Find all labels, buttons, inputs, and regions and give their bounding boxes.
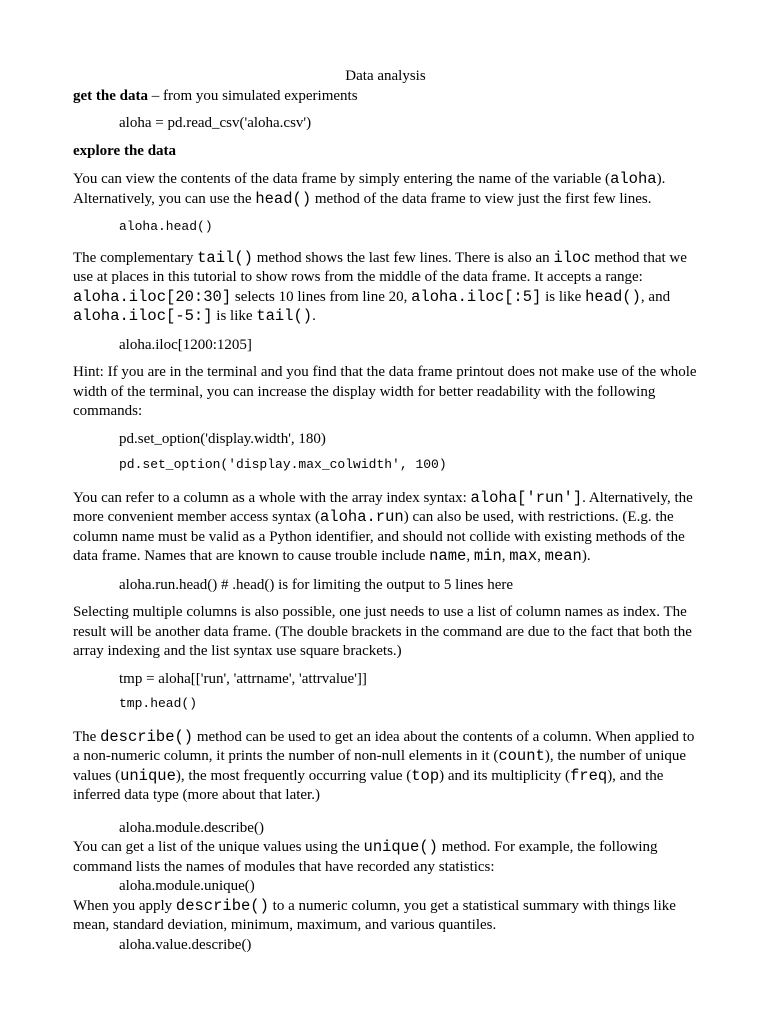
paragraph-multiple-columns: Selecting multiple columns is also possible, one just needs to use a list of column names as index. The result will be another data frame. (The double brackets in the command are due to the fact that both the array indexing and the list syntax use square brackets.) [73, 604, 692, 659]
text-run: , [466, 548, 474, 564]
paragraph-view-contents [73, 170, 698, 209]
inline-code: count [498, 747, 545, 765]
text-run: is like [541, 288, 586, 305]
text-run: You can view the contents of the data frame by simply entering the name of the variable ( [73, 171, 611, 187]
inline-code: aloha.iloc[20:30] [73, 287, 232, 306]
code-module-unique: aloha.module.unique() [119, 878, 255, 894]
inline-code: head() [585, 287, 641, 306]
text-run: method. For example, the following command lists the names of modules that have recorded any statistics: [73, 839, 658, 875]
section-get-data [73, 87, 698, 107]
inline-code: mean [544, 547, 582, 565]
inline-code: describe() [100, 727, 194, 746]
text-run: ), and the inferred data type (more about that later.) [73, 767, 664, 803]
inline-code: max [509, 547, 538, 565]
page-title: Data analysis [345, 68, 426, 84]
code-value-describe: aloha.value.describe() [119, 936, 252, 953]
text-run: , [501, 548, 510, 564]
text-run: ), the most frequently occurring value ( [175, 767, 412, 784]
paragraph-unique [73, 838, 698, 877]
text-run: . [312, 308, 316, 324]
text-run: ). [581, 548, 591, 564]
paragraph-hint: Hint: If you are in the terminal and you find that the data frame printout does not make use of the whole width of the terminal, you can increase the display width for better readability with the following commands: [73, 364, 697, 419]
inline-code: aloha.run [320, 508, 404, 526]
code-tmp: tmp = aloha[['run', 'attrname', 'attrvalue']] [119, 670, 367, 687]
text-run: You can refer to a column as a whole with the array index syntax: [73, 489, 471, 506]
inline-code: top [411, 766, 440, 785]
inline-code: min [473, 547, 502, 565]
text-run: method can be used to get an idea about the contents of a column. When applied to a non-numeric column, it prints the number of non-null elements in it ( [73, 728, 695, 764]
text-run: ). Alternatively, you can use the [73, 171, 666, 207]
inline-code: tail() [197, 248, 253, 267]
paragraph-describe [73, 728, 698, 806]
code-tmp-head: tmp.head() [119, 696, 198, 711]
paragraph-numeric-describe [73, 897, 698, 936]
text-run: method of the data frame to view just the first few lines. [311, 190, 652, 207]
code-run-head: aloha.run.head() # .head() is for limiting the output to 5 lines here [119, 576, 514, 593]
text-run: method that we use at places in this tutorial to show rows from the middle of the data frame. It accepts a range: [73, 249, 687, 285]
section-heading-get-data: get the data [73, 87, 148, 104]
code-set-width: pd.set_option('display.width', 180) [119, 430, 326, 447]
inline-code: aloha.iloc[-5:] [73, 307, 213, 325]
text-run: is like [212, 308, 257, 324]
text-run: When you apply [73, 897, 176, 914]
inline-code: aloha [610, 170, 657, 188]
text-run: selects 10 lines from line 20, [231, 288, 412, 305]
inline-code: describe() [175, 896, 269, 915]
code-head: aloha.head() [119, 219, 213, 234]
section-get-data-text: – from you simulated experiments [148, 87, 358, 104]
inline-code: aloha['run'] [470, 488, 583, 507]
text-run: ), the number of unique values ( [73, 748, 687, 784]
inline-code: tail() [256, 307, 313, 325]
paragraph-column-access [73, 489, 698, 567]
code-module-describe: aloha.module.describe() [119, 819, 264, 836]
section-explore [73, 142, 698, 162]
inline-code: name [429, 547, 467, 565]
inline-code: head() [255, 189, 312, 208]
document-page [73, 67, 698, 955]
text-run: The [73, 728, 101, 745]
inline-code: freq [569, 766, 608, 785]
inline-code: iloc [553, 248, 591, 267]
text-run: method shows the last few lines. There is also an [252, 249, 554, 266]
text-run: ) can also be used, with restrictions. (E.g. the column name must be valid as a Python identifier, and should not collide with existing methods of the data frame. Names that are known to cause trouble include [73, 509, 685, 564]
text-run: . Alternatively, the more convenient member access syntax ( [73, 489, 693, 525]
inline-code: unique() [363, 838, 438, 856]
inline-code: aloha.iloc[:5] [411, 287, 542, 306]
text-run: ) and its multiplicity ( [439, 767, 570, 784]
code-set-colwidth: pd.set_option('display.max_colwidth', 100) [119, 457, 447, 472]
section-heading-explore: explore the data [73, 142, 177, 159]
text-run: You can get a list of the unique values using the [73, 839, 364, 855]
text-run: to a numeric column, you get a statistical summary with things like mean, standard deviation, minimum, maximum, and various quantiles. [73, 897, 676, 933]
code-iloc: aloha.iloc[1200:1205] [119, 336, 252, 353]
text-run: The complementary [73, 249, 198, 266]
text-run: , and [640, 288, 671, 305]
text-run: , [537, 548, 545, 564]
inline-code: unique [120, 766, 176, 785]
paragraph-tail-iloc [73, 249, 698, 327]
code-read-csv: aloha = pd.read_csv('aloha.csv') [119, 115, 312, 131]
